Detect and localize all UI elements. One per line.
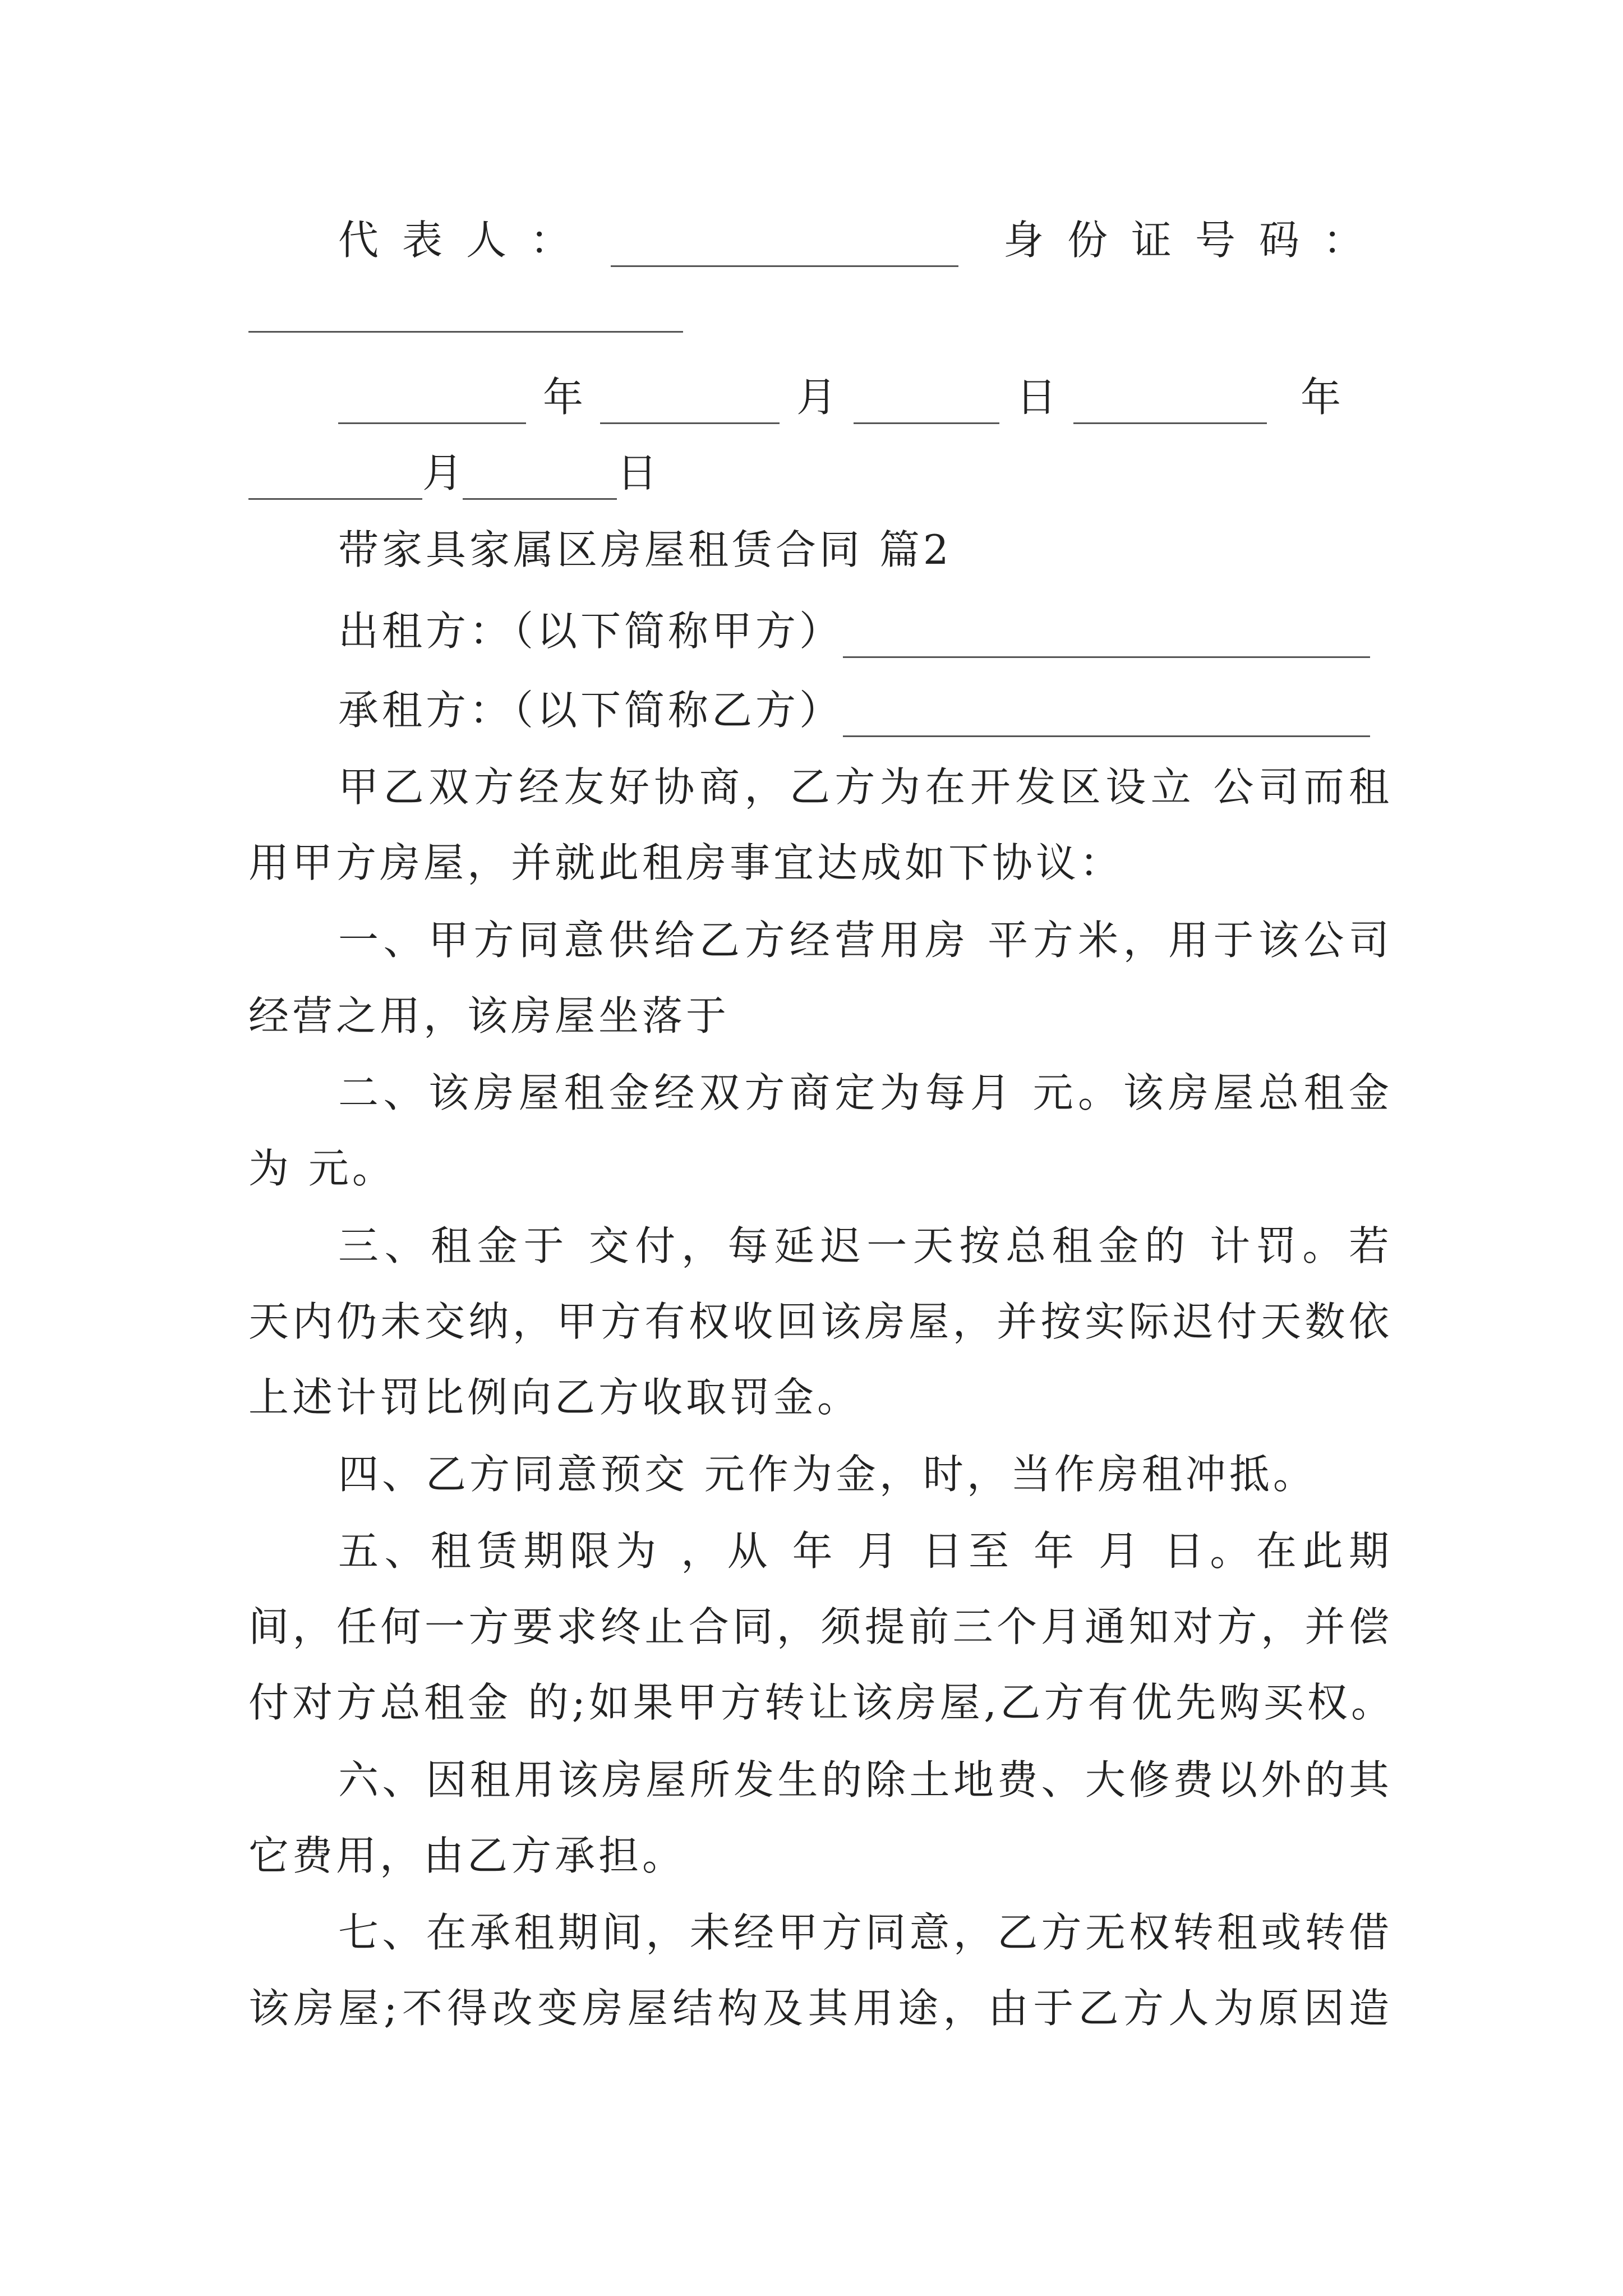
day-label-1: 日 [1016,374,1057,421]
clause-3-line-3: 上述计罚比例向乙方收取罚金。 [248,1374,861,1421]
clause-1-line-1: 一、甲方同意供给乙方经营用房 平方米，用于该公司 [338,917,1393,964]
id-number-blank [248,297,683,333]
clause-6-line-2: 它费用，由乙方承担。 [248,1832,686,1879]
id-number-label: 身份证号码： [1003,217,1387,264]
lessor-line [338,604,1393,658]
lessee-blank [843,702,1370,737]
date-line-1 [338,370,1393,424]
year-label-1: 年 [543,374,584,421]
date-line-2 [248,446,1393,500]
clause-7-line-2: 该房屋;不得改变房屋结构及其用途，由于乙方人为原因造 [248,1985,1393,2032]
year-label-2: 年 [1301,374,1341,421]
id-number-blank-line [248,292,1393,346]
month-blank-1 [600,389,780,424]
day-blank-2 [463,464,617,500]
lessor-label: 出租方：（以下简称甲方） [338,608,843,655]
clause-4-line-1: 四、乙方同意预交 元作为金，时，当作房租冲抵。 [338,1451,1317,1498]
month-blank-2 [248,464,422,500]
month-label-2: 月 [422,449,463,496]
representative-blank [611,232,958,267]
intro-line-2: 用甲方房屋，并就此租房事宜达成如下协议： [248,839,1124,886]
clause-5-line-2: 间，任何一方要求终止合同，须提前三个月通知对方，并偿 [248,1603,1393,1650]
clause-1-line-2: 经营之用，该房屋坐落于 [248,992,730,1039]
month-label-1: 月 [796,374,837,421]
clause-2-line-2: 为 元。 [248,1145,396,1192]
lessee-label: 承租方：（以下简称乙方） [338,687,843,734]
clause-3-line-2: 天内仍未交纳，甲方有权收回该房屋，并按实际迟付天数依 [248,1298,1393,1345]
year-blank-2 [1073,389,1267,424]
clause-6-line-1: 六、因租用该房屋所发生的除土地费、大修费以外的其 [338,1756,1393,1803]
day-blank-1 [854,389,999,424]
representative-label: 代表人： [338,217,594,264]
lessor-blank [843,623,1370,658]
lessee-line [338,683,1393,737]
day-label-2: 日 [617,449,658,496]
clause-2-line-1: 二、该房屋租金经双方商定为每月 元。该房屋总租金 [338,1069,1393,1116]
clause-3-line-1: 三、租金于 交付，每延迟一天按总租金的 计罚。若 [338,1222,1393,1269]
clause-5-line-1: 五、租赁期限为 ，从 年 月 日至 年 月 日。在此期 [338,1527,1393,1575]
year-blank-1 [338,389,526,424]
contract-title: 带家具家属区房屋租赁合同 篇2 [338,526,952,573]
clause-7-line-1: 七、在承租期间，未经甲方同意，乙方无权转租或转借 [338,1909,1393,1956]
intro-line-1: 甲乙双方经友好协商，乙方为在开发区设立 公司而租 [338,763,1393,811]
representative-line [338,213,1393,267]
clause-5-line-3: 付对方总租金 的;如果甲方转让该房屋,乙方有优先购买权。 [248,1679,1393,1726]
